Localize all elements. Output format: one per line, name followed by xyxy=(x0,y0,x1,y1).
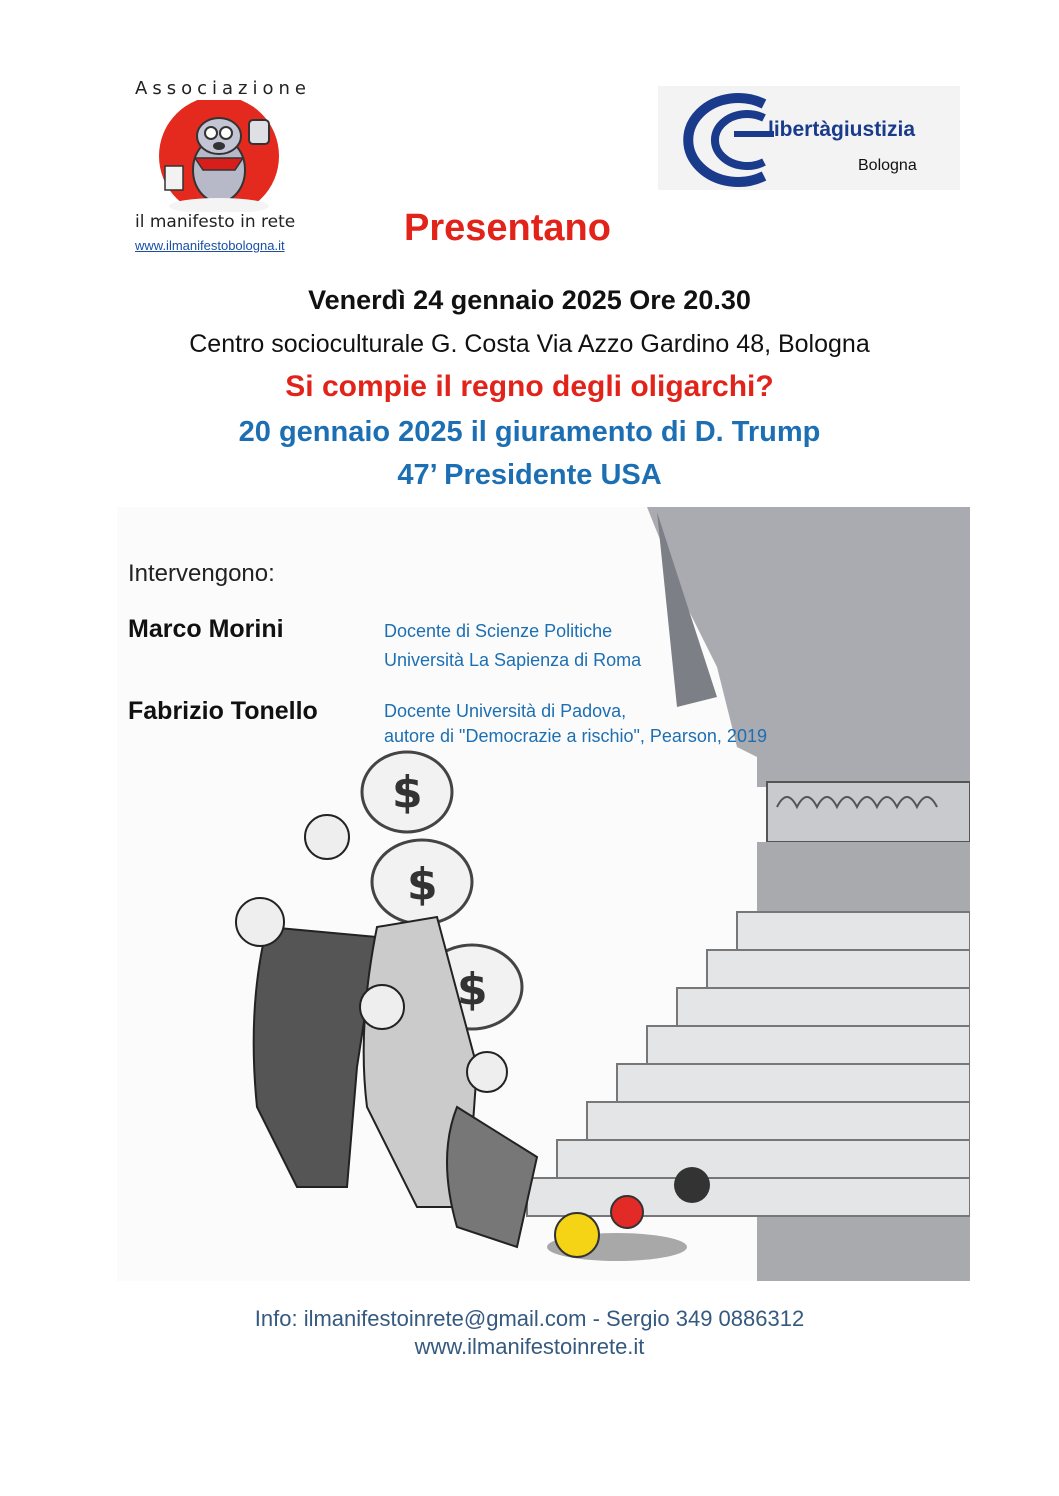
speaker-name: Marco Morini xyxy=(128,615,284,643)
presentano-heading: Presentano xyxy=(404,207,611,249)
speaker-desc-line: Docente Università di Padova, xyxy=(384,701,627,721)
speaker-desc-line: Docente di Scienze Politiche xyxy=(384,621,613,641)
logo-website-link[interactable]: www.ilmanifestobologna.it xyxy=(135,238,285,253)
logo-il-manifesto-in-rete xyxy=(125,78,325,263)
contact-info: Info: ilmanifestoinrete@gmail.com - Sergio 349 0886312 xyxy=(254,1306,805,1331)
event-subtitle-2: 47’ Presidente USA xyxy=(397,459,662,491)
speaker-desc-line: autore di "Democrazie a rischio", Pearson, 2019 xyxy=(384,726,767,746)
event-date: Venerdì 24 gennaio 2025 Ore 20.30 xyxy=(308,285,751,315)
mole-mascot-icon xyxy=(155,100,290,212)
event-title: Si compie il regno degli oligarchi? xyxy=(285,370,774,403)
website-link[interactable]: www.ilmanifestoinrete.it xyxy=(414,1334,645,1359)
logo-association-label: Associazione xyxy=(135,78,311,99)
logo-libertagiustizia xyxy=(658,86,960,190)
svg-text:$: $ xyxy=(407,859,438,910)
svg-text:$: $ xyxy=(392,767,423,818)
logo-city-text: Bologna xyxy=(858,157,917,174)
lg-c-mark-icon xyxy=(664,92,774,188)
speakers-heading: Intervengono: xyxy=(128,560,275,587)
logo-name: il manifesto in rete xyxy=(135,212,296,232)
speaker-description xyxy=(384,617,641,675)
event-subtitle-1: 20 gennaio 2025 il giuramento di D. Trump xyxy=(238,416,821,448)
event-venue: Centro socioculturale G. Costa Via Azzo Gardino 48, Bologna xyxy=(189,330,870,358)
speaker-desc-line: Università La Sapienza di Roma xyxy=(384,650,642,670)
svg-text:$: $ xyxy=(457,964,488,1015)
speaker-name: Fabrizio Tonello xyxy=(128,697,318,725)
logo-brand-text: libertàgiustizia xyxy=(768,118,916,141)
speaker-description xyxy=(384,699,767,749)
